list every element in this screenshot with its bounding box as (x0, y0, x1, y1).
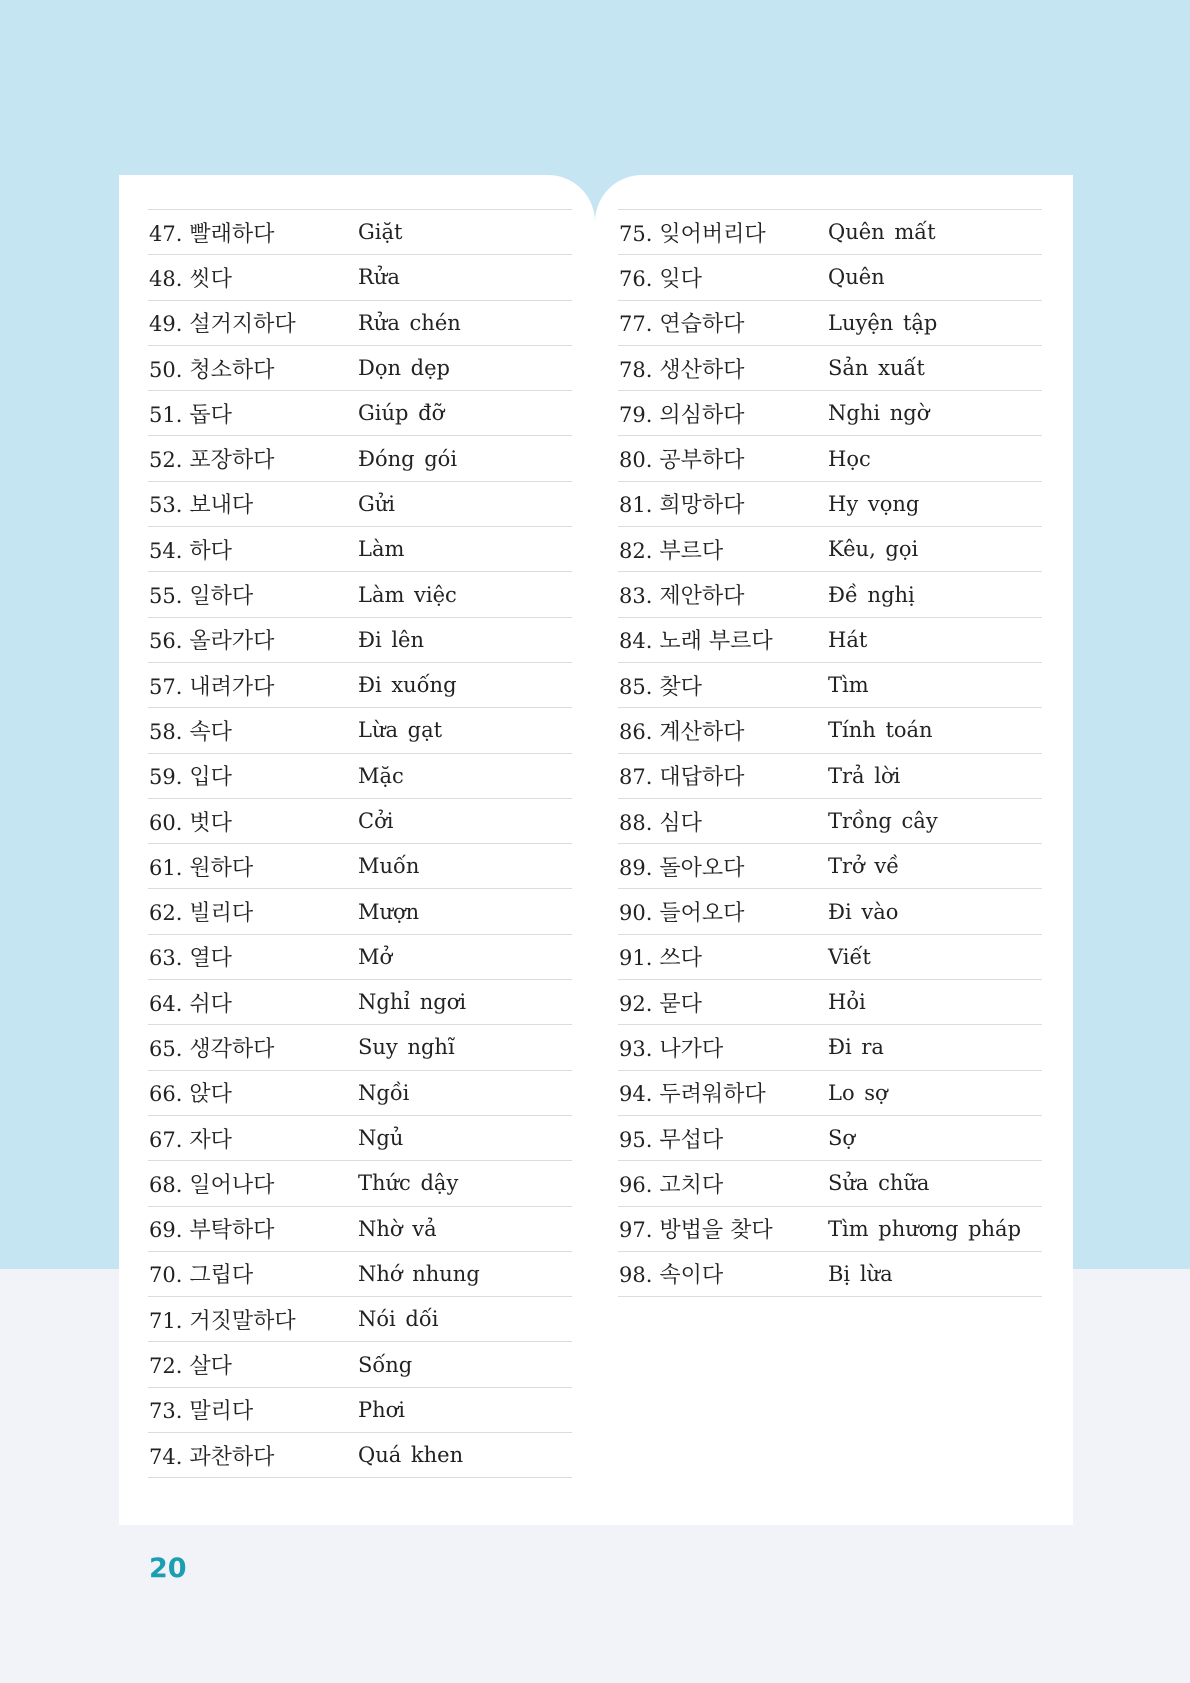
vocab-row (618, 391, 1042, 436)
korean-word (148, 443, 358, 474)
entry-number: 61. (149, 855, 183, 880)
vocab-row (618, 799, 1042, 844)
korean-text: 올라가다 (189, 629, 275, 655)
vocab-row (148, 1025, 572, 1070)
entry-number: 52. (149, 448, 183, 473)
vocab-row (148, 889, 572, 934)
korean-word (618, 851, 828, 882)
vocab-row (148, 436, 572, 481)
korean-word (618, 896, 828, 927)
vocab-row (618, 436, 1042, 481)
korean-word (148, 851, 358, 882)
korean-text: 희망하다 (659, 493, 745, 519)
korean-text: 제안하다 (659, 584, 745, 610)
vietnamese-meaning: Nói dối (358, 1307, 439, 1332)
korean-text: 속이다 (659, 1263, 724, 1289)
vietnamese-meaning: Ngồi (358, 1080, 410, 1105)
vietnamese-meaning: Hát (828, 627, 868, 652)
korean-word (148, 1077, 358, 1108)
vocab-row (148, 482, 572, 527)
korean-word (618, 217, 828, 248)
entry-number: 48. (149, 266, 183, 291)
entry-number: 82. (619, 538, 653, 563)
korean-word (618, 262, 828, 293)
korean-text: 입다 (189, 765, 232, 791)
korean-text: 빨래하다 (189, 221, 275, 247)
korean-word (148, 1213, 358, 1244)
korean-text: 그립다 (189, 1263, 254, 1289)
entry-number: 90. (619, 901, 653, 926)
korean-text: 말리다 (189, 1399, 254, 1425)
korean-text: 벗다 (189, 810, 232, 836)
korean-word (618, 488, 828, 519)
korean-text: 청소하다 (189, 357, 275, 383)
vietnamese-meaning: Hỏi (828, 990, 866, 1015)
vietnamese-meaning: Phơi (358, 1397, 406, 1422)
vietnamese-meaning: Bị lừa (828, 1261, 893, 1286)
entry-number: 58. (149, 719, 183, 744)
vietnamese-meaning: Trở về (828, 854, 900, 879)
vocab-row (148, 663, 572, 708)
korean-text: 빌리다 (189, 901, 254, 927)
entry-number: 95. (619, 1127, 653, 1152)
vocab-row (148, 210, 572, 255)
korean-text: 자다 (189, 1127, 232, 1153)
korean-word (618, 579, 828, 610)
vocab-row (148, 1433, 572, 1478)
vocab-row (148, 1342, 572, 1387)
vocab-row (618, 1116, 1042, 1161)
vietnamese-meaning: Mượn (358, 899, 420, 924)
vocab-row (148, 255, 572, 300)
korean-word (148, 806, 358, 837)
entry-number: 85. (619, 674, 653, 699)
korean-word (148, 896, 358, 927)
korean-text: 나가다 (659, 1036, 724, 1062)
entry-number: 49. (149, 312, 183, 337)
korean-word (148, 624, 358, 655)
entry-number: 79. (619, 402, 653, 427)
vietnamese-meaning: Đi ra (828, 1035, 884, 1060)
vietnamese-meaning: Gửi (358, 491, 396, 516)
vocab-row (148, 1252, 572, 1297)
korean-word (618, 534, 828, 565)
entry-number: 81. (619, 493, 653, 518)
vietnamese-meaning: Sợ (828, 1126, 856, 1151)
entry-number: 47. (149, 221, 183, 246)
vocab-column-left (148, 209, 572, 1478)
korean-word (148, 579, 358, 610)
korean-text: 찾다 (659, 674, 702, 700)
korean-text: 씻다 (189, 266, 232, 292)
korean-word (618, 715, 828, 746)
entry-number: 92. (619, 991, 653, 1016)
korean-text: 살다 (189, 1354, 232, 1380)
entry-number: 98. (619, 1263, 653, 1288)
vocab-row (148, 1161, 572, 1206)
vietnamese-meaning: Đi lên (358, 627, 425, 652)
korean-text: 두려워하다 (659, 1082, 766, 1108)
page-number: 20 (149, 1553, 187, 1584)
entry-number: 65. (149, 1036, 183, 1061)
entry-number: 83. (619, 584, 653, 609)
korean-text: 잊어버리다 (659, 221, 766, 247)
korean-text: 일어나다 (189, 1172, 275, 1198)
entry-number: 77. (619, 312, 653, 337)
korean-word (618, 443, 828, 474)
entry-number: 56. (149, 629, 183, 654)
korean-text: 앉다 (189, 1082, 232, 1108)
korean-word (618, 307, 828, 338)
vocab-row (148, 980, 572, 1025)
vocab-row (148, 799, 572, 844)
vietnamese-meaning: Viết (828, 944, 871, 969)
entry-number: 70. (149, 1263, 183, 1288)
korean-text: 거짓말하다 (189, 1308, 296, 1334)
korean-text: 돌아오다 (659, 855, 745, 881)
vocab-row (618, 1207, 1042, 1252)
korean-word (148, 760, 358, 791)
vietnamese-meaning: Giúp đỡ (358, 401, 445, 426)
entry-number: 78. (619, 357, 653, 382)
korean-text: 부르다 (659, 538, 724, 564)
korean-text: 계산하다 (659, 719, 745, 745)
entry-number: 60. (149, 810, 183, 835)
vietnamese-meaning: Học (828, 446, 871, 471)
entry-number: 76. (619, 266, 653, 291)
entry-number: 69. (149, 1218, 183, 1243)
korean-text: 묻다 (659, 991, 702, 1017)
vocab-row (148, 1116, 572, 1161)
vietnamese-meaning: Quên mất (828, 220, 936, 245)
entry-number: 59. (149, 765, 183, 790)
vietnamese-meaning: Lừa gạt (358, 718, 443, 743)
vietnamese-meaning: Đi vào (828, 899, 899, 924)
korean-text: 과찬하다 (189, 1444, 275, 1470)
entry-number: 75. (619, 221, 653, 246)
vietnamese-meaning: Tìm (828, 673, 869, 698)
entry-number: 54. (149, 538, 183, 563)
vietnamese-meaning: Đề nghị (828, 582, 915, 607)
entry-number: 88. (619, 810, 653, 835)
korean-word (148, 1123, 358, 1154)
entry-number: 67. (149, 1127, 183, 1152)
korean-word (148, 534, 358, 565)
entry-number: 50. (149, 357, 183, 382)
vietnamese-meaning: Quên (828, 265, 885, 290)
vietnamese-meaning: Hy vọng (828, 491, 920, 516)
korean-text: 부탁하다 (189, 1218, 275, 1244)
vocab-row (618, 754, 1042, 799)
korean-word (618, 624, 828, 655)
vocab-row (148, 935, 572, 980)
entry-number: 84. (619, 629, 653, 654)
korean-word (618, 1258, 828, 1289)
vocab-row (148, 346, 572, 391)
vietnamese-meaning: Thức dậy (358, 1171, 459, 1196)
vocab-row (618, 980, 1042, 1025)
korean-word (618, 1213, 828, 1244)
entry-number: 97. (619, 1218, 653, 1243)
korean-word (148, 262, 358, 293)
entry-number: 64. (149, 991, 183, 1016)
korean-word (618, 987, 828, 1018)
entry-number: 86. (619, 719, 653, 744)
korean-word (148, 670, 358, 701)
korean-text: 들어오다 (659, 901, 745, 927)
entry-number: 66. (149, 1082, 183, 1107)
korean-text: 심다 (659, 810, 702, 836)
korean-word (148, 1440, 358, 1471)
korean-text: 생산하다 (659, 357, 745, 383)
entry-number: 94. (619, 1082, 653, 1107)
korean-text: 의심하다 (659, 402, 745, 428)
vietnamese-meaning: Suy nghĩ (358, 1035, 455, 1060)
vietnamese-meaning: Luyện tập (828, 310, 938, 335)
korean-word (618, 398, 828, 429)
korean-text: 일하다 (189, 584, 254, 610)
vocab-column-right (618, 209, 1042, 1297)
vietnamese-meaning: Sống (358, 1352, 413, 1377)
vietnamese-meaning: Trồng cây (828, 809, 938, 833)
vietnamese-meaning: Mặc (358, 763, 404, 788)
entry-number: 71. (149, 1308, 183, 1333)
entry-number: 55. (149, 584, 183, 609)
korean-word (148, 1168, 358, 1199)
korean-word (148, 1032, 358, 1063)
vocab-row (618, 210, 1042, 255)
korean-word (618, 1032, 828, 1063)
korean-word (618, 941, 828, 972)
korean-text: 공부하다 (659, 448, 745, 474)
vocab-row (618, 1252, 1042, 1297)
vietnamese-meaning: Sửa chữa (828, 1171, 930, 1196)
vocab-row (618, 1071, 1042, 1116)
vocab-row (618, 482, 1042, 527)
korean-text: 보내다 (189, 493, 254, 519)
korean-text: 쓰다 (659, 946, 702, 972)
entry-number: 53. (149, 493, 183, 518)
korean-word (618, 806, 828, 837)
korean-word (148, 353, 358, 384)
korean-word (148, 941, 358, 972)
korean-text: 내려가다 (189, 674, 275, 700)
korean-text: 노래 부르다 (659, 629, 773, 655)
entry-number: 72. (149, 1354, 183, 1379)
entry-number: 63. (149, 946, 183, 971)
entry-number: 91. (619, 946, 653, 971)
korean-text: 원하다 (189, 855, 254, 881)
vietnamese-meaning: Giặt (358, 220, 403, 245)
vocab-row (618, 935, 1042, 980)
vietnamese-meaning: Dọn dẹp (358, 356, 450, 381)
vietnamese-meaning: Cởi (358, 809, 394, 833)
korean-word (618, 670, 828, 701)
korean-text: 설거지하다 (189, 312, 296, 338)
korean-word (148, 217, 358, 248)
korean-word (618, 1168, 828, 1199)
vocab-row (148, 527, 572, 572)
vocab-row (618, 527, 1042, 572)
vocab-row (148, 1388, 572, 1433)
vietnamese-meaning: Làm việc (358, 582, 457, 607)
entry-number: 51. (149, 402, 183, 427)
korean-text: 쉬다 (189, 991, 232, 1017)
korean-text: 연습하다 (659, 312, 745, 338)
korean-text: 방법을 찾다 (659, 1218, 773, 1244)
vietnamese-meaning: Quá khen (358, 1443, 464, 1468)
vocab-row (618, 1161, 1042, 1206)
korean-word (148, 987, 358, 1018)
korean-word (618, 353, 828, 384)
vocab-row (148, 618, 572, 663)
vocab-row (148, 572, 572, 617)
korean-word (148, 1394, 358, 1425)
korean-word (148, 307, 358, 338)
vietnamese-meaning: Làm (358, 537, 405, 562)
vietnamese-meaning: Muốn (358, 854, 420, 879)
vocab-row (618, 844, 1042, 889)
entry-number: 80. (619, 448, 653, 473)
korean-text: 잊다 (659, 266, 702, 292)
entry-number: 74. (149, 1444, 183, 1469)
vietnamese-meaning: Đóng gói (358, 446, 458, 471)
vocab-row (148, 754, 572, 799)
vocab-row (618, 346, 1042, 391)
entry-number: 68. (149, 1172, 183, 1197)
entry-number: 96. (619, 1172, 653, 1197)
vietnamese-meaning: Ngủ (358, 1126, 404, 1151)
korean-text: 속다 (189, 719, 232, 745)
vocab-row (618, 708, 1042, 753)
vietnamese-meaning: Tính toán (828, 718, 933, 743)
vocab-row (148, 301, 572, 346)
entry-number: 73. (149, 1399, 183, 1424)
vocab-row (148, 1297, 572, 1342)
vocab-row (618, 889, 1042, 934)
vietnamese-meaning: Rửa chén (358, 310, 461, 335)
korean-word (148, 488, 358, 519)
vietnamese-meaning: Rửa (358, 265, 400, 290)
vocab-row (148, 708, 572, 753)
korean-word (148, 398, 358, 429)
korean-word (618, 1077, 828, 1108)
korean-word (148, 1349, 358, 1380)
vocab-row (618, 1025, 1042, 1070)
vietnamese-meaning: Kêu, gọi (828, 537, 919, 562)
korean-word (148, 715, 358, 746)
entry-number: 87. (619, 765, 653, 790)
vietnamese-meaning: Trả lời (828, 763, 901, 788)
vietnamese-meaning: Nghi ngờ (828, 401, 930, 426)
korean-text: 생각하다 (189, 1036, 275, 1062)
korean-text: 무섭다 (659, 1127, 724, 1153)
vietnamese-meaning: Nhờ vả (358, 1216, 437, 1241)
vocab-row (618, 255, 1042, 300)
vietnamese-meaning: Nghỉ ngơi (358, 990, 467, 1015)
vietnamese-meaning: Mở (358, 944, 393, 969)
entry-number: 93. (619, 1036, 653, 1061)
vocab-row (148, 1071, 572, 1116)
korean-word (618, 760, 828, 791)
entry-number: 57. (149, 674, 183, 699)
entry-number: 89. (619, 855, 653, 880)
korean-word (148, 1258, 358, 1289)
vietnamese-meaning: Đi xuống (358, 673, 457, 698)
vocab-row (618, 663, 1042, 708)
vietnamese-meaning: Tìm phương pháp (828, 1216, 1022, 1241)
vietnamese-meaning: Sản xuất (828, 356, 925, 381)
vocab-row (148, 391, 572, 436)
korean-text: 대답하다 (659, 765, 745, 791)
korean-text: 열다 (189, 946, 232, 972)
vietnamese-meaning: Nhớ nhung (358, 1261, 480, 1286)
korean-text: 고치다 (659, 1172, 724, 1198)
korean-text: 하다 (189, 538, 232, 564)
vocab-row (148, 844, 572, 889)
vocab-row (618, 301, 1042, 346)
vocab-row (618, 618, 1042, 663)
korean-text: 돕다 (189, 402, 232, 428)
vocab-row (148, 1207, 572, 1252)
korean-text: 포장하다 (189, 448, 275, 474)
vocab-row (618, 572, 1042, 617)
vietnamese-meaning: Lo sợ (828, 1080, 888, 1105)
entry-number: 62. (149, 901, 183, 926)
korean-word (148, 1304, 358, 1335)
korean-word (618, 1123, 828, 1154)
